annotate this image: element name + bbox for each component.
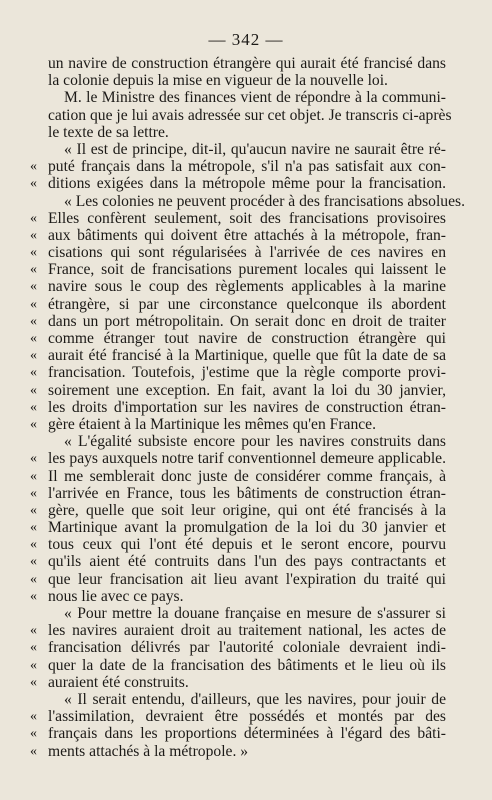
line-text: gère, quelle que soit leur origine, qui ont été francisés à la	[48, 501, 446, 519]
text-line	[30, 364, 446, 382]
text-line	[48, 433, 446, 450]
line-text: M. le Ministre des finances vient de répondre à la communi-	[64, 89, 446, 107]
margin-quote-mark: «	[30, 331, 37, 346]
margin-quote-mark: «	[30, 726, 37, 742]
line-text: Elles confèrent seulement, soit des francisations provisoires	[48, 209, 446, 227]
text-line	[30, 158, 446, 176]
margin-quote-mark: «	[30, 296, 37, 312]
text-line	[30, 398, 446, 416]
line-text: un navire de construction étrangère qui aurait été francisé dans	[48, 55, 446, 72]
margin-quote-mark: «	[30, 588, 37, 604]
text-line	[48, 192, 465, 210]
margin-quote-mark: «	[30, 313, 37, 329]
margin-quote-mark: «	[30, 227, 37, 243]
line-text: auraient été construits.	[48, 673, 189, 691]
line-text: ments attachés à la métropole. »	[48, 742, 249, 760]
line-text: Il me semblerait donc juste de considérer comme français, à	[48, 467, 446, 485]
text-line	[30, 553, 446, 571]
line-text: le texte de sa lettre.	[48, 123, 169, 141]
text-line	[48, 89, 446, 106]
text-line	[30, 312, 446, 330]
text-line	[30, 450, 446, 468]
line-text: « Il serait entendu, d'ailleurs, que les navires, pour jouir de	[64, 690, 446, 708]
line-text: « L'égalité subsiste encore pour les navires construits dans	[64, 433, 446, 451]
line-text: aurait été francisé à la Martinique, quelle que fût la date de sa	[48, 347, 446, 365]
text-line	[30, 261, 446, 279]
margin-quote-mark: «	[30, 674, 37, 690]
text-line	[30, 742, 446, 760]
line-text: l'assimilation, devraient être possédés et montés par des	[48, 708, 446, 726]
line-text: « Il est de principe, dit-il, qu'aucun navire ne saurait être ré-	[64, 140, 446, 158]
line-text: tous ceux qui l'ont été depuis et le seront encore, pourvu	[48, 536, 446, 554]
text-line	[30, 622, 446, 640]
line-text: « Les colonies ne peuvent procéder à des francisations absolues.	[64, 192, 465, 210]
line-text: dans un port métropolitain. On serait donc en droit de traiter	[48, 312, 446, 330]
text-line	[30, 639, 446, 657]
margin-quote-mark: «	[30, 485, 37, 501]
page-number: — 342 —	[208, 30, 284, 49]
margin-quote-mark: «	[30, 709, 37, 725]
margin-quote-mark: «	[30, 365, 37, 381]
text-line	[30, 587, 446, 605]
line-text: navire sous le coup des règlements applicables à la marine	[48, 278, 446, 296]
text-line	[30, 381, 446, 399]
text-line	[30, 708, 446, 726]
margin-quote-mark: «	[30, 537, 37, 553]
text-line	[30, 501, 446, 519]
line-text: puté français dans la métropole, s'il n'a pas satisfait aux con-	[48, 158, 446, 176]
line-text: étrangère, si par une circonstance quelconque ils abordent	[48, 295, 446, 313]
margin-quote-mark: «	[30, 554, 37, 570]
margin-quote-mark: «	[30, 176, 37, 192]
margin-quote-mark: «	[30, 279, 37, 295]
text-line	[30, 725, 446, 743]
margin-quote-mark: «	[30, 571, 37, 587]
line-text: ditions exigées dans la métropole même pour la francisation.	[48, 175, 446, 193]
line-text: les pays auxquels notre tarif conventionnel demeure applicable.	[48, 450, 446, 468]
text-line	[30, 209, 446, 227]
text-line	[30, 519, 446, 537]
text-line	[30, 330, 446, 347]
text-line	[48, 55, 446, 72]
text-line	[30, 244, 446, 262]
text-line	[30, 656, 446, 674]
text-line	[48, 141, 446, 158]
margin-quote-mark: «	[30, 382, 37, 398]
line-text: cisations qui sont régularisées à l'arrivée de ces navires en	[48, 244, 446, 262]
line-text: aux bâtiments qui doivent être attachés à la métropole, fran-	[48, 226, 446, 244]
text-line	[30, 536, 446, 554]
line-text: « Pour mettre la douane française en mesure de s'assurer si	[64, 605, 446, 622]
line-text: gère étaient à la Martinique les mêmes qu'en France.	[48, 415, 376, 433]
margin-quote-mark: «	[30, 468, 37, 484]
margin-quote-mark: «	[30, 520, 37, 536]
line-text: francisation délivrés par l'autorité coloniale devraient indi-	[48, 639, 446, 657]
margin-quote-mark: «	[30, 210, 37, 226]
line-text: la colonie depuis la mise en vigueur de la nouvelle loi.	[48, 72, 388, 90]
line-text: francisation. Toutefois, j'estime que la règle comporte provi-	[48, 364, 446, 382]
margin-quote-mark: «	[30, 623, 37, 639]
line-text: français dans les proportions déterminées à l'égard des bâti-	[48, 725, 446, 743]
text-line	[30, 226, 446, 244]
line-text: France, soit de francisations purement locales qui laissent le	[48, 261, 446, 279]
text-line	[30, 278, 446, 296]
margin-quote-mark: «	[30, 743, 37, 759]
line-text: soirement une exception. En fait, avant la loi du 30 janvier,	[48, 381, 446, 399]
margin-quote-mark: «	[30, 640, 37, 656]
margin-quote-mark: «	[30, 416, 37, 432]
text-line	[30, 295, 446, 313]
text-line	[30, 484, 446, 502]
margin-quote-mark: «	[30, 657, 37, 673]
line-text: les droits d'importation sur les navires de construction étran-	[48, 398, 446, 416]
margin-quote-mark: «	[30, 262, 37, 278]
text-line	[48, 691, 446, 708]
text-line	[30, 175, 446, 193]
margin-quote-mark: «	[30, 399, 37, 415]
line-text: Martinique avant la promulgation de la loi du 30 janvier et	[48, 519, 446, 537]
text-line	[30, 347, 446, 365]
text-line	[30, 415, 446, 433]
text-line	[30, 467, 446, 485]
text-line	[48, 124, 446, 141]
margin-quote-mark: «	[30, 245, 37, 261]
line-text: quer la date de la francisation des bâtiments et le lieu où ils	[48, 656, 446, 674]
text-line	[30, 570, 446, 588]
text-line	[48, 605, 446, 622]
line-text: l'arrivée en France, tous les bâtiments de construction étran-	[48, 484, 446, 502]
margin-quote-mark: «	[30, 502, 37, 518]
line-text: qu'ils aient été contruits dans l'un des pays contractants et	[48, 553, 446, 571]
text-line	[30, 673, 446, 691]
text-line	[48, 72, 446, 89]
line-text: les navires auraient droit au traitement national, les actes de	[48, 622, 446, 640]
line-text: cation que je lui avais adressée sur cet objet. Je transcris ci-après	[48, 106, 452, 124]
line-text: comme étranger tout navire de construction étrangère qui	[48, 330, 446, 347]
body-text	[30, 55, 465, 760]
margin-quote-mark: «	[30, 451, 37, 467]
margin-quote-mark: «	[30, 159, 37, 175]
text-line	[48, 106, 452, 124]
line-text: nous lie avec ce pays.	[48, 587, 184, 605]
margin-quote-mark: «	[30, 348, 37, 364]
line-text: que leur francisation ait lieu avant l'expiration du traité qui	[48, 570, 446, 588]
